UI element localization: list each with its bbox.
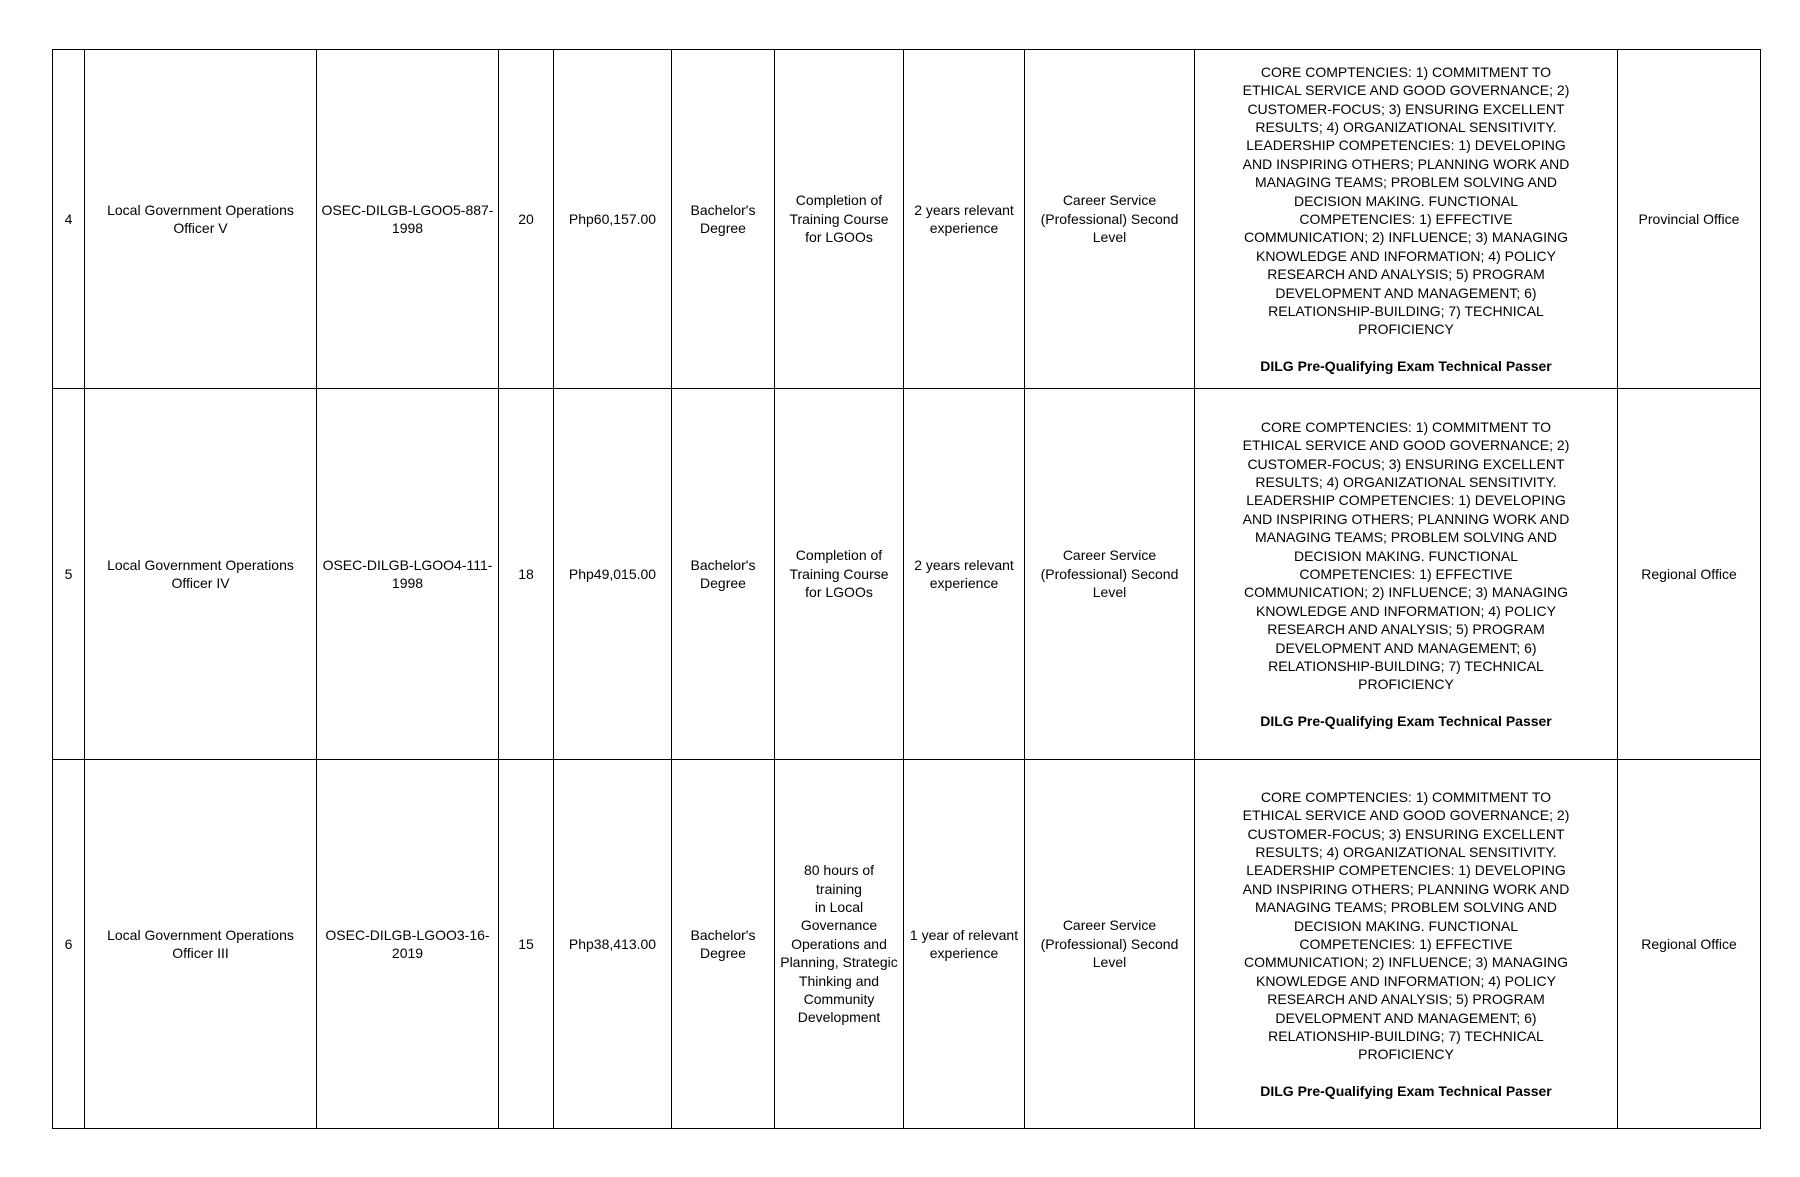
position-title <box>85 50 317 389</box>
competency-line: RELATIONSHIP-BUILDING; 7) TECHNICAL <box>1268 303 1544 320</box>
competencies <box>1195 389 1618 760</box>
competencies <box>1195 50 1618 389</box>
position-title <box>85 760 317 1129</box>
competency-line: MANAGING TEAMS; PROBLEM SOLVING AND <box>1254 174 1558 191</box>
position-title <box>85 389 317 760</box>
row-number: 6 <box>53 760 85 1129</box>
education-requirement <box>672 50 775 389</box>
eligibility-requirement <box>1025 760 1195 1129</box>
position-title-line: Officer V <box>173 220 228 236</box>
competency-line: DECISION MAKING. FUNCTIONAL <box>1293 547 1519 564</box>
training-requirement <box>775 760 904 1129</box>
position-title-line: Local Government Operations <box>107 556 294 573</box>
competency-line: ETHICAL SERVICE AND GOOD GOVERNANCE; 2) <box>1242 437 1570 454</box>
training-requirement-line: in Local <box>814 898 864 915</box>
position-title-line: Officer III <box>172 945 229 961</box>
plantilla-item-number <box>317 389 499 760</box>
eligibility-requirement <box>1025 389 1195 760</box>
competency-line: DEVELOPMENT AND MANAGEMENT; 6) <box>1275 284 1537 301</box>
training-requirement-line: Governance <box>800 917 878 934</box>
position-title-line: Local Government Operations <box>107 926 294 943</box>
experience-requirement <box>904 389 1025 760</box>
experience-requirement-line: 1 year of relevant <box>909 926 1019 943</box>
experience-requirement-line: experience <box>929 945 999 961</box>
competency-line: DEVELOPMENT AND MANAGEMENT; 6) <box>1275 639 1537 656</box>
competency-line: CORE COMPTENCIES: 1) COMMITMENT TO <box>1260 418 1552 435</box>
exam-passer-requirement: DILG Pre-Qualifying Exam Technical Passer <box>1260 1082 1552 1099</box>
competency-line: CORE COMPTENCIES: 1) COMMITMENT TO <box>1260 788 1552 805</box>
competency-line: RESULTS; 4) ORGANIZATIONAL SENSITIVITY. <box>1255 118 1557 135</box>
competency-line: AND INSPIRING OTHERS; PLANNING WORK AND <box>1242 880 1570 897</box>
education-requirement <box>672 760 775 1129</box>
experience-requirement-line: experience <box>929 575 999 591</box>
salary-grade: 20 <box>499 50 554 389</box>
exam-passer-requirement: DILG Pre-Qualifying Exam Technical Passer <box>1260 712 1552 729</box>
table-row <box>53 760 1761 1129</box>
competency-line: RESEARCH AND ANALYSIS; 5) PROGRAM <box>1267 991 1545 1008</box>
competency-line: RELATIONSHIP-BUILDING; 7) TECHNICAL <box>1268 1028 1544 1045</box>
competency-line: RELATIONSHIP-BUILDING; 7) TECHNICAL <box>1268 658 1544 675</box>
competency-line: CUSTOMER-FOCUS; 3) ENSURING EXCELLENT <box>1247 825 1565 842</box>
eligibility-requirement-line: (Professional) Second <box>1040 935 1179 952</box>
experience-requirement <box>904 760 1025 1129</box>
education-requirement-line: Degree <box>700 575 746 591</box>
eligibility-requirement-line: Level <box>1092 584 1127 601</box>
competency-line: MANAGING TEAMS; PROBLEM SOLVING AND <box>1254 899 1558 916</box>
training-requirement-line: Completion of <box>795 192 883 209</box>
competency-line: PROFICIENCY <box>1358 1046 1454 1063</box>
experience-requirement <box>904 50 1025 389</box>
competency-line: KNOWLEDGE AND INFORMATION; 4) POLICY <box>1255 247 1556 264</box>
competency-line: COMPETENCIES: 1) EFFECTIVE <box>1299 566 1513 582</box>
education-requirement-line: Degree <box>700 220 746 236</box>
row-number: 4 <box>53 50 85 389</box>
competency-line: CUSTOMER-FOCUS; 3) ENSURING EXCELLENT <box>1247 100 1565 117</box>
position-title-line: Local Government Operations <box>107 201 294 218</box>
training-requirement-line: Completion of <box>795 547 883 564</box>
plantilla-item-number-line: 2019 <box>391 945 424 961</box>
eligibility-requirement-line: Career Service <box>1062 917 1157 934</box>
table-row <box>53 50 1761 389</box>
competency-line: PROFICIENCY <box>1358 321 1454 338</box>
training-requirement-line: Development <box>797 1009 881 1026</box>
eligibility-requirement-line: (Professional) Second <box>1040 565 1179 582</box>
competency-line: COMMUNICATION; 2) INFLUENCE; 3) MANAGING <box>1243 584 1569 601</box>
competency-line: RESEARCH AND ANALYSIS; 5) PROGRAM <box>1267 266 1545 283</box>
experience-requirement-line: 2 years relevant <box>914 201 1014 218</box>
training-requirement-line: Training Course <box>789 210 889 227</box>
training-requirement-line: Planning, Strategic <box>780 954 898 971</box>
monthly-salary: Php38,413.00 <box>554 760 672 1129</box>
competency-line: LEADERSHIP COMPETENCIES: 1) DEVELOPING <box>1246 492 1566 509</box>
eligibility-requirement <box>1025 50 1195 389</box>
training-requirement-line: Community <box>803 991 875 1008</box>
table-body <box>53 50 1761 1129</box>
competency-line: LEADERSHIP COMPETENCIES: 1) DEVELOPING <box>1246 137 1566 154</box>
row-number: 5 <box>53 389 85 760</box>
competencies <box>1195 760 1618 1129</box>
place-of-assignment: Provincial Office <box>1618 50 1761 389</box>
competency-line: KNOWLEDGE AND INFORMATION; 4) POLICY <box>1255 602 1556 619</box>
competency-line: COMMUNICATION; 2) INFLUENCE; 3) MANAGING <box>1243 229 1569 246</box>
monthly-salary: Php49,015.00 <box>554 389 672 760</box>
competency-line: DECISION MAKING. FUNCTIONAL <box>1293 192 1519 209</box>
competency-line: KNOWLEDGE AND INFORMATION; 4) POLICY <box>1255 972 1556 989</box>
plantilla-item-number <box>317 50 499 389</box>
competency-line: RESULTS; 4) ORGANIZATIONAL SENSITIVITY. <box>1255 843 1557 860</box>
competency-line: AND INSPIRING OTHERS; PLANNING WORK AND <box>1242 155 1570 172</box>
plantilla-item-number-line: OSEC-DILGB-LGOO3-16- <box>325 926 490 943</box>
plantilla-item-number-line: 1998 <box>391 220 424 236</box>
training-requirement-line: 80 hours of <box>803 862 875 879</box>
eligibility-requirement-line: (Professional) Second <box>1040 210 1179 227</box>
vacancy-table <box>52 49 1761 1129</box>
competency-line: COMPETENCIES: 1) EFFECTIVE <box>1299 936 1513 952</box>
table-row <box>53 389 1761 760</box>
competency-line: CUSTOMER-FOCUS; 3) ENSURING EXCELLENT <box>1247 455 1565 472</box>
education-requirement <box>672 389 775 760</box>
plantilla-item-number-line: OSEC-DILGB-LGOO4-111- <box>322 556 493 573</box>
place-of-assignment: Regional Office <box>1618 389 1761 760</box>
competency-line: LEADERSHIP COMPETENCIES: 1) DEVELOPING <box>1246 862 1566 879</box>
competency-line: CORE COMPTENCIES: 1) COMMITMENT TO <box>1260 63 1552 80</box>
education-requirement-line: Bachelor's <box>690 201 756 218</box>
place-of-assignment: Regional Office <box>1618 760 1761 1129</box>
competency-line: AND INSPIRING OTHERS; PLANNING WORK AND <box>1242 510 1570 527</box>
competency-line: ETHICAL SERVICE AND GOOD GOVERNANCE; 2) <box>1242 807 1570 824</box>
education-requirement-line: Bachelor's <box>690 926 756 943</box>
training-requirement-line: Operations and <box>791 935 887 952</box>
experience-requirement-line: experience <box>929 220 999 236</box>
competency-line: PROFICIENCY <box>1358 676 1454 693</box>
eligibility-requirement-line: Career Service <box>1062 192 1157 209</box>
eligibility-requirement-line: Level <box>1092 954 1127 971</box>
eligibility-requirement-line: Career Service <box>1062 547 1157 564</box>
monthly-salary: Php60,157.00 <box>554 50 672 389</box>
training-requirement-line: for LGOOs <box>805 229 873 246</box>
competency-line: RESULTS; 4) ORGANIZATIONAL SENSITIVITY. <box>1255 473 1557 490</box>
education-requirement-line: Degree <box>700 945 746 961</box>
education-requirement-line: Bachelor's <box>690 556 756 573</box>
competency-line: ETHICAL SERVICE AND GOOD GOVERNANCE; 2) <box>1242 82 1570 99</box>
salary-grade: 18 <box>499 389 554 760</box>
plantilla-item-number-line: OSEC-DILGB-LGOO5-887- <box>321 201 494 218</box>
eligibility-requirement-line: Level <box>1092 229 1127 246</box>
competency-line: MANAGING TEAMS; PROBLEM SOLVING AND <box>1254 529 1558 546</box>
training-requirement-line: Thinking and <box>798 972 880 989</box>
training-requirement-line: for LGOOs <box>805 584 873 601</box>
experience-requirement-line: 2 years relevant <box>914 556 1014 573</box>
training-requirement-line: training <box>816 880 862 897</box>
plantilla-item-number-line: 1998 <box>391 575 424 591</box>
exam-passer-requirement: DILG Pre-Qualifying Exam Technical Passer <box>1260 357 1552 374</box>
competency-line: COMMUNICATION; 2) INFLUENCE; 3) MANAGING <box>1243 954 1569 971</box>
training-requirement-line: Training Course <box>789 565 889 582</box>
training-requirement <box>775 50 904 389</box>
plantilla-item-number <box>317 760 499 1129</box>
training-requirement <box>775 389 904 760</box>
competency-line: DEVELOPMENT AND MANAGEMENT; 6) <box>1275 1009 1537 1026</box>
salary-grade: 15 <box>499 760 554 1129</box>
competency-line: RESEARCH AND ANALYSIS; 5) PROGRAM <box>1267 621 1545 638</box>
position-title-line: Officer IV <box>171 575 230 591</box>
competency-line: DECISION MAKING. FUNCTIONAL <box>1293 917 1519 934</box>
competency-line: COMPETENCIES: 1) EFFECTIVE <box>1299 211 1513 227</box>
